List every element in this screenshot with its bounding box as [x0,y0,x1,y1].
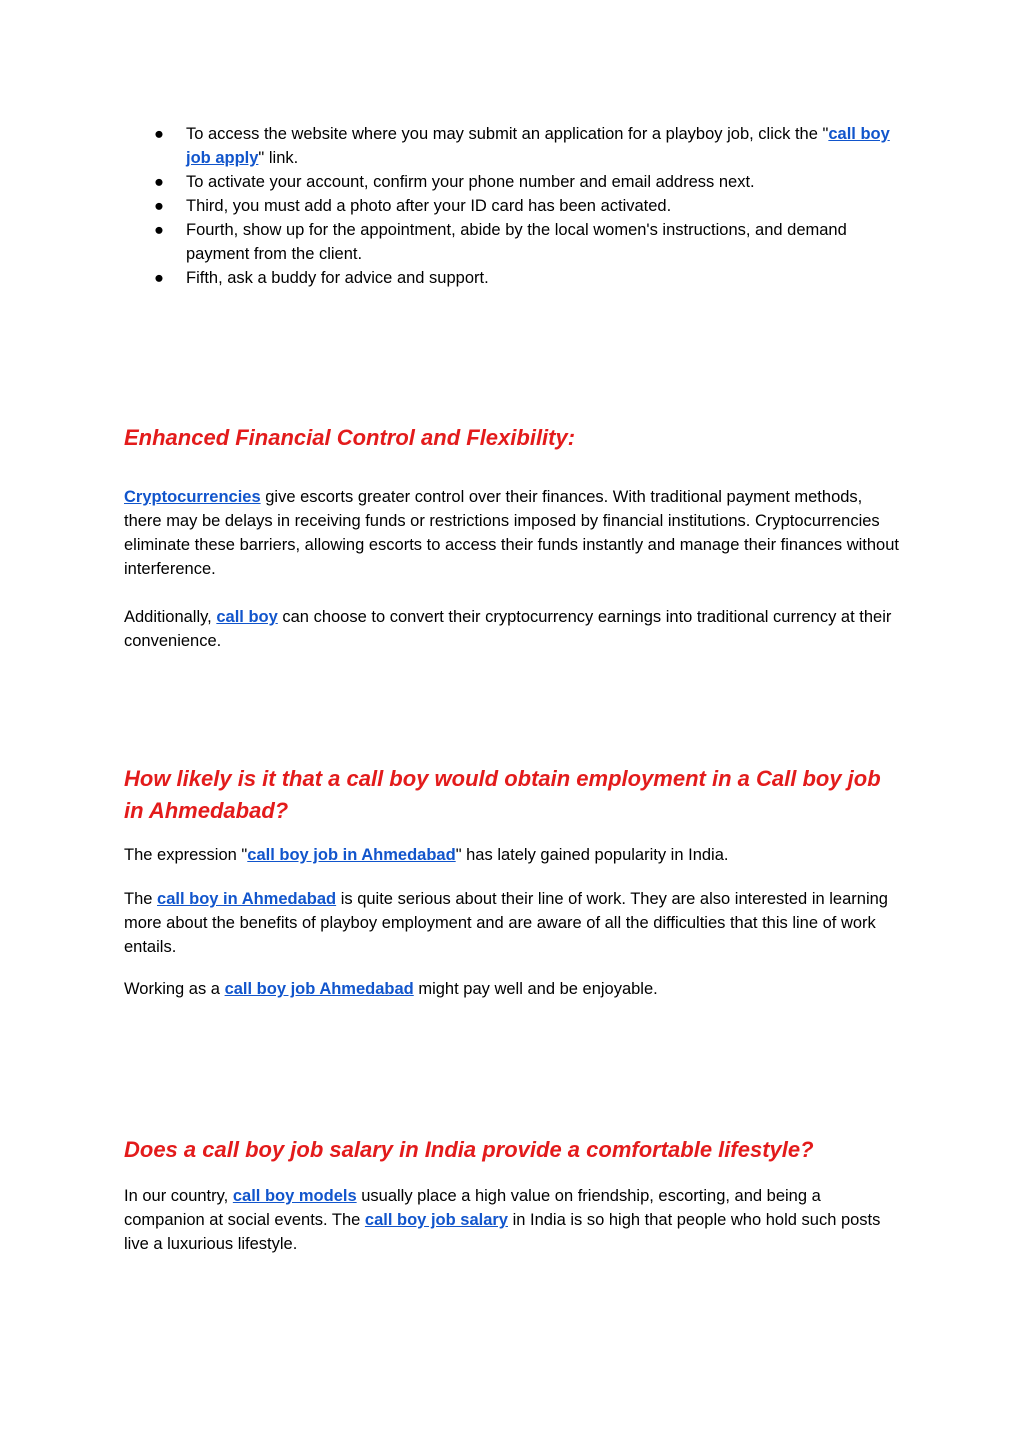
list-item [124,218,904,266]
section-heading-employment-ahmedabad: How likely is it that a call boy would obtain employment in a Call boy job in Ahmedabad? [124,766,881,823]
list-item-text: To access the website where you may submit an application for a playboy job, click the " [186,125,829,143]
bullet-icon: ● [154,221,164,239]
call-boy-link[interactable]: call boy [216,608,278,626]
list-item [124,194,904,218]
call-boy-job-apply-link[interactable]: call boy job apply [186,125,890,167]
call-boy-job-salary-link[interactable]: call boy job salary [364,1211,508,1229]
list-item-text: " link. [258,149,299,167]
list-item-text: Third, you must add a photo after your ID card has been activated. [186,197,672,215]
call-boy-in-ahmedabad-link[interactable]: call boy in Ahmedabad [157,890,337,908]
bullet-icon: ● [154,197,164,215]
list-item-text: To activate your account, confirm your phone number and email address next. [186,173,755,191]
call-boy-job-in-ahmedabad-link[interactable]: call boy job in Ahmedabad [247,846,456,864]
call-boy-models-link[interactable]: call boy models [232,1187,357,1205]
bullet-icon: ● [154,269,164,287]
list-item [124,170,904,194]
list-item-text: Fourth, show up for the appointment, abide by the local women's instructions, and demand payment from the client. [186,221,847,263]
cryptocurrencies-link[interactable]: Cryptocurrencies [124,488,261,506]
paragraph-expression [124,843,904,867]
paragraph-cryptocurrencies [124,485,904,581]
paragraph-text: The expression " [124,846,248,864]
paragraph-working-as [124,977,904,1001]
list-item [124,266,904,290]
section-heading-salary-lifestyle: Does a call boy job salary in India provide a comfortable lifestyle? [124,1137,814,1162]
paragraph-our-country [124,1184,904,1256]
paragraph-text: might pay well and be enjoyable. [413,980,658,998]
paragraph-serious-work [124,887,904,959]
paragraph-text: usually place a high value on friendship, escorting, and being a companion at social events. The [124,1187,821,1229]
paragraph-text: " has lately gained popularity in India. [455,846,729,864]
call-boy-job-ahmedabad-link[interactable]: call boy job Ahmedabad [224,980,414,998]
list-item [124,122,904,170]
application-steps-list [124,122,904,290]
paragraph-text: Additionally, [124,608,217,626]
bullet-icon: ● [154,173,164,191]
paragraph-text: give escorts greater control over their finances. With traditional payment methods, there may be delays in receiving funds or restrictions imposed by financial institutions. Cryptocurrencies eliminate these barriers, allowing escorts to access their funds instantly and manage their finances without interference. [124,488,899,578]
paragraph-text: can choose to convert their cryptocurrency earnings into traditional currency at their convenience. [124,608,892,650]
paragraph-text: Working as a [124,980,225,998]
paragraph-convert-earnings [124,605,904,653]
paragraph-text: In our country, [124,1187,233,1205]
bullet-icon: ● [154,125,164,143]
paragraph-text: The [124,890,158,908]
list-item-text: Fifth, ask a buddy for advice and support. [186,269,489,287]
section-heading-financial-control: Enhanced Financial Control and Flexibility: [124,425,576,450]
paragraph-text: in India is so high that people who hold such posts live a luxurious lifestyle. [124,1211,881,1253]
paragraph-text: is quite serious about their line of work. They are also interested in learning more about the benefits of playboy employment and are aware of all the difficulties that this line of work entails. [124,890,888,956]
